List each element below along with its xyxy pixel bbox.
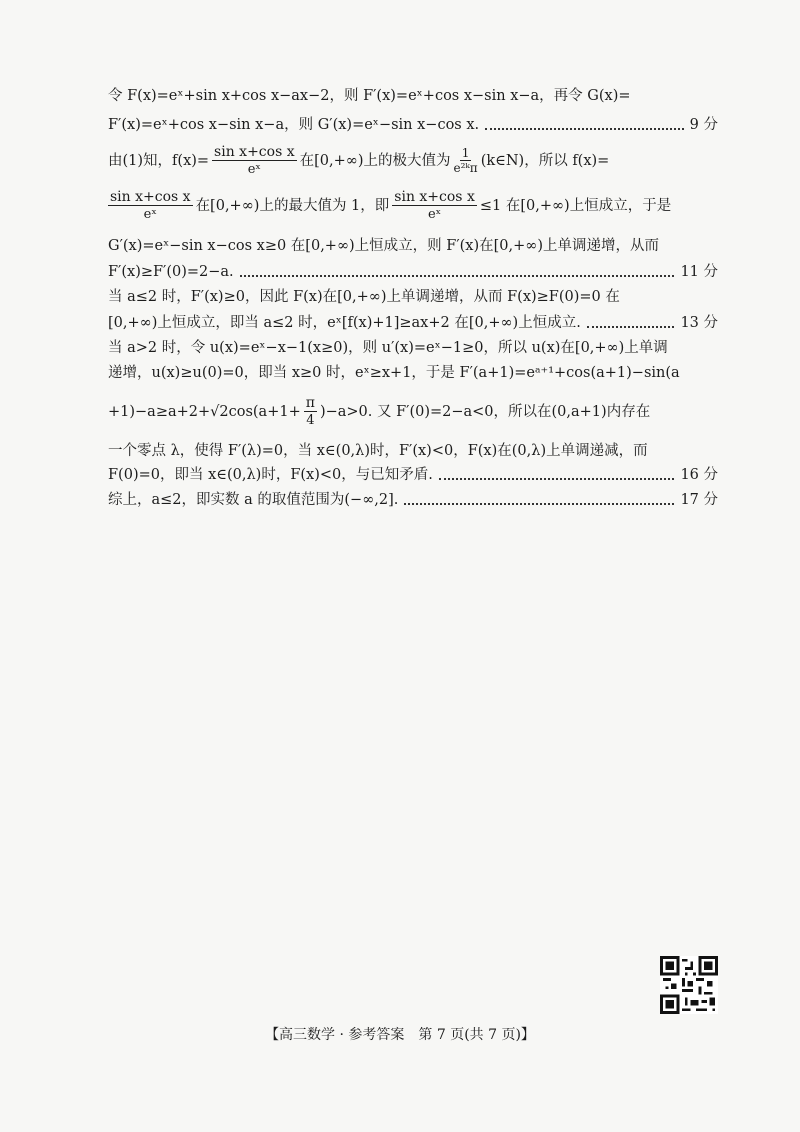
leader-dots xyxy=(485,128,684,130)
answer-line xyxy=(108,490,718,510)
answer-line xyxy=(108,465,718,485)
answer-line xyxy=(108,236,718,256)
line-text: F(0)=0，即当 x∈(0,λ)时，F(x)<0，与已知矛盾. xyxy=(108,467,433,483)
leader-dots xyxy=(587,326,675,328)
page-footer: 【高三数学 · 参考答案 第 7 页(共 7 页)】 xyxy=(265,1027,535,1043)
line-text: 由(1)知，f(x)= xyxy=(108,153,210,169)
fraction xyxy=(304,395,317,429)
line-text: G′(x)=eˣ−sin x−cos x≥0 在[0,+∞)上恒成立，则 F′(x)在[0,+∞)上单调递增，从而 xyxy=(108,238,660,254)
fraction xyxy=(212,144,297,178)
line-text: )−a>0. 又 F′(0)=2−a<0，所以在(0,a+1)内存在 xyxy=(319,404,651,420)
fraction xyxy=(108,189,193,223)
line-text: 令 F(x)=eˣ+sin x+cos x−ax−2，则 F′(x)=eˣ+cos x−sin x−a，再令 G(x)= xyxy=(108,88,631,104)
fraction-numerator: 1 xyxy=(461,146,470,160)
line-text: 当 a≤2 时，F′(x)≥0，因此 F(x)在[0,+∞)上单调递增，从而 F(x)≥F(0)=0 在 xyxy=(108,289,620,305)
fraction xyxy=(392,189,477,223)
answer-line xyxy=(108,338,718,358)
line-text: F′(x)=eˣ+cos x−sin x−a，则 G′(x)=eˣ−sin x−cos x. xyxy=(108,117,480,133)
leader-dots xyxy=(240,275,675,277)
fraction-denominator: 4 xyxy=(306,413,315,428)
qr-code xyxy=(660,956,718,1014)
answer-line xyxy=(108,262,718,282)
answer-line xyxy=(108,396,718,428)
line-text: 在[0,+∞)上的极大值为 xyxy=(299,153,451,169)
line-text: [0,+∞)上恒成立，即当 a≤2 时，eˣ[f(x)+1]≥ax+2 在[0,+∞)上恒成立. xyxy=(108,315,581,331)
fraction-denominator: eˣ xyxy=(427,207,442,222)
score-label: 9 分 xyxy=(689,117,718,133)
line-text: F′(x)≥F′(0)=2−a. xyxy=(108,264,234,280)
line-text: 递增，u(x)≥u(0)=0，即当 x≥0 时，eˣ≥x+1，于是 F′(a+1)=eᵃ⁺¹+cos(a+1)−sin(a xyxy=(108,365,680,381)
line-text: (k∈N)，所以 f(x)= xyxy=(480,153,610,169)
answer-line xyxy=(108,313,718,333)
answer-line xyxy=(108,287,718,307)
line-text: 在[0,+∞)上的最大值为 1，即 xyxy=(195,198,390,214)
fraction xyxy=(454,147,478,175)
answer-line xyxy=(108,191,718,221)
line-text: 当 a>2 时，令 u(x)=eˣ−x−1(x≥0)，则 u′(x)=eˣ−1≥0，所以 u(x)在[0,+∞)上单调 xyxy=(108,340,668,356)
fraction-numerator: sin x+cos x xyxy=(394,189,475,205)
answer-line xyxy=(108,363,718,383)
leader-dots xyxy=(404,503,674,505)
answer-line xyxy=(108,441,718,461)
line-text: 综上，a≤2，即实数 a 的取值范围为(−∞,2]. xyxy=(108,492,399,508)
answer-line xyxy=(108,115,718,135)
fraction-numerator: π xyxy=(305,395,315,411)
line-text: ≤1 在[0,+∞)上恒成立，于是 xyxy=(479,198,672,214)
fraction-denominator: e²ᵏπ xyxy=(453,161,478,175)
line-text: 一个零点 λ，使得 F′(λ)=0，当 x∈(0,λ)时，F′(x)<0，F(x)在(0,λ)上单调递减，而 xyxy=(108,443,648,459)
score-label: 17 分 xyxy=(680,492,718,508)
score-label: 16 分 xyxy=(680,467,718,483)
fraction-numerator: sin x+cos x xyxy=(214,144,295,160)
answer-line xyxy=(108,146,718,176)
fraction-numerator: sin x+cos x xyxy=(110,189,191,205)
score-label: 11 分 xyxy=(680,264,718,280)
score-label: 13 分 xyxy=(680,315,718,331)
answer-line xyxy=(108,86,718,106)
fraction-denominator: eˣ xyxy=(143,207,157,222)
fraction-denominator: eˣ xyxy=(247,162,261,177)
leader-dots xyxy=(439,478,675,480)
line-text: +1)−a≥a+2+√2cos(a+1+ xyxy=(108,404,301,420)
